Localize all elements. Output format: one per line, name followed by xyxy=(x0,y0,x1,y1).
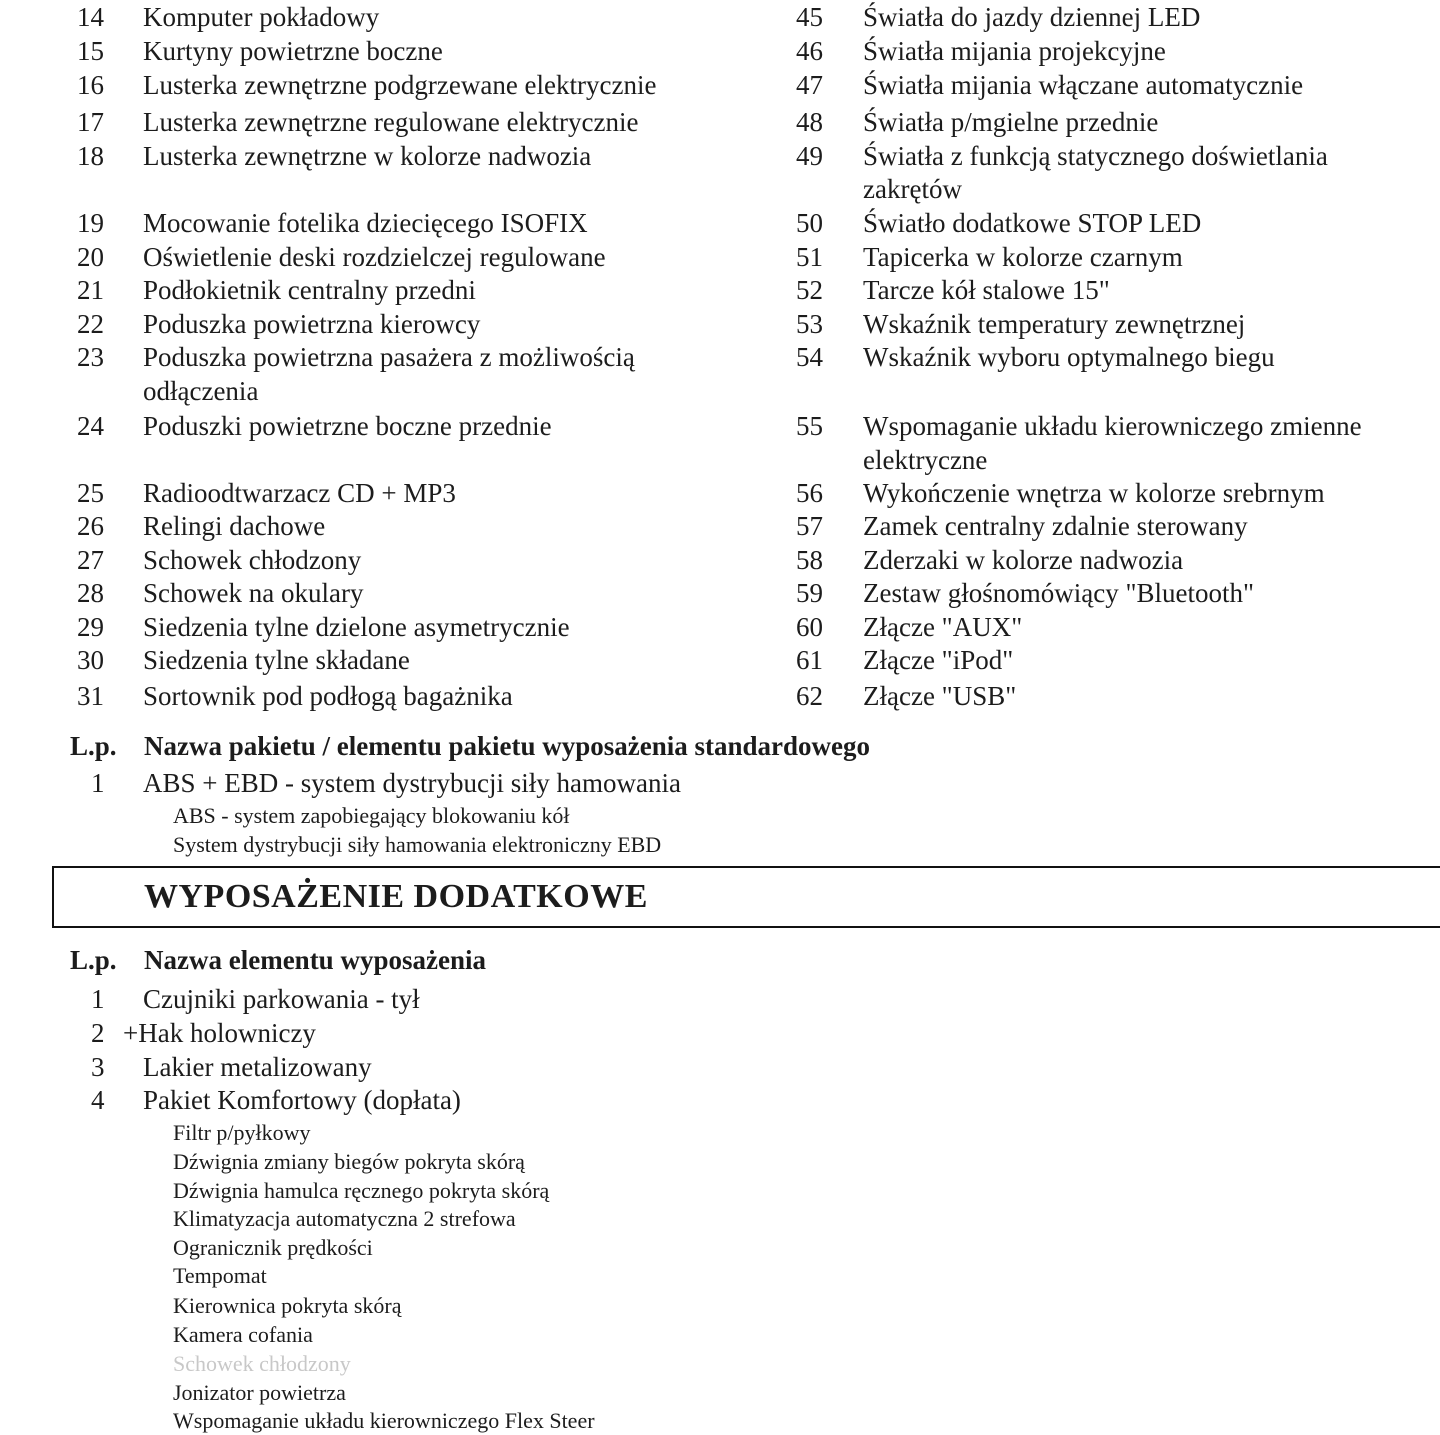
item-text-continuation: zakrętów xyxy=(863,174,962,204)
item-number: 3 xyxy=(91,1052,105,1082)
item-text: Światła mijania projekcyjne xyxy=(863,36,1166,66)
item-text: ABS + EBD - system dystrybucji siły hamowania xyxy=(143,768,681,798)
item-text: Złącze "AUX" xyxy=(863,612,1023,642)
item-text: Poduszki powietrzne boczne przednie xyxy=(143,411,552,441)
item-number: 1 xyxy=(91,984,105,1014)
item-text: Lusterka zewnętrzne w kolorze nadwozia xyxy=(143,141,592,171)
item-number: 48 xyxy=(796,107,823,137)
item-number: 28 xyxy=(77,578,104,608)
item-number: 59 xyxy=(796,578,823,608)
item-text: Tarcze kół stalowe 15" xyxy=(863,275,1110,305)
item-number: 55 xyxy=(796,411,823,441)
item-text: Światło dodatkowe STOP LED xyxy=(863,208,1202,238)
item-text: Schowek na okulary xyxy=(143,578,364,608)
item-text: Lusterka zewnętrzne regulowane elektrycznie xyxy=(143,107,639,137)
item-number: 2 xyxy=(91,1018,105,1048)
comfort-subitem: Dźwignia hamulca ręcznego pokryta skórą xyxy=(173,1178,550,1203)
item-text: Siedzenia tylne składane xyxy=(143,645,410,675)
comfort-subitem-faded: Schowek chłodzony xyxy=(173,1351,351,1376)
item-number: 45 xyxy=(796,2,823,32)
item-text: Wskaźnik wyboru optymalnego biegu xyxy=(863,342,1275,372)
item-number: 1 xyxy=(91,768,105,798)
item-text: Wskaźnik temperatury zewnętrznej xyxy=(863,309,1246,339)
item-number: 15 xyxy=(77,36,104,66)
item-number: 52 xyxy=(796,275,823,305)
comfort-subitem: Filtr p/pyłkowy xyxy=(173,1120,311,1145)
item-text: Komputer pokładowy xyxy=(143,2,380,32)
comfort-subitem: Dźwignia zmiany biegów pokryta skórą xyxy=(173,1149,525,1174)
element-name-header: Nazwa elementu wyposażenia xyxy=(144,945,486,975)
item-text: Poduszka powietrzna kierowcy xyxy=(143,309,481,339)
item-number: 47 xyxy=(796,70,823,100)
item-number: 23 xyxy=(77,342,104,372)
item-number: 22 xyxy=(77,309,104,339)
item-text: Światła mijania włączane automatycznie xyxy=(863,70,1304,100)
item-number: 18 xyxy=(77,141,104,171)
item-number: 54 xyxy=(796,342,823,372)
item-number: 27 xyxy=(77,545,104,575)
item-number: 51 xyxy=(796,242,823,272)
item-number: 4 xyxy=(91,1085,105,1115)
item-number: 16 xyxy=(77,70,104,100)
section-title: WYPOSAŻENIE DODATKOWE xyxy=(144,878,648,915)
package-subitem: System dystrybucji siły hamowania elektroniczny EBD xyxy=(173,832,662,857)
item-text: Lusterka zewnętrzne podgrzewane elektrycznie xyxy=(143,70,657,100)
item-text: +Hak holowniczy xyxy=(123,1018,316,1048)
item-number: 53 xyxy=(796,309,823,339)
lp-header: L.p. xyxy=(70,945,117,975)
item-text: Zderzaki w kolorze nadwozia xyxy=(863,545,1184,575)
item-text: Światła z funkcją statycznego doświetlania xyxy=(863,141,1328,171)
comfort-subitem: Kierownica pokryta skórą xyxy=(173,1293,402,1318)
comfort-subitem: Ogranicznik prędkości xyxy=(173,1235,373,1260)
item-text: Pakiet Komfortowy (dopłata) xyxy=(143,1085,461,1115)
item-text: Podłokietnik centralny przedni xyxy=(143,275,476,305)
item-number: 50 xyxy=(796,208,823,238)
item-text: Światła do jazdy dziennej LED xyxy=(863,2,1201,32)
lp-header: L.p. xyxy=(70,731,117,761)
item-text: Tapicerka w kolorze czarnym xyxy=(863,242,1183,272)
item-number: 25 xyxy=(77,478,104,508)
item-text: Schowek chłodzony xyxy=(143,545,362,575)
item-text: Zestaw głośnomówiący "Bluetooth" xyxy=(863,578,1254,608)
item-text: Zamek centralny zdalnie sterowany xyxy=(863,511,1248,541)
comfort-subitem: Klimatyzacja automatyczna 2 strefowa xyxy=(173,1206,516,1231)
item-text: Relingi dachowe xyxy=(143,511,326,541)
item-number: 14 xyxy=(77,2,104,32)
item-number: 30 xyxy=(77,645,104,675)
item-text: Czujniki parkowania - tył xyxy=(143,984,420,1014)
item-number: 20 xyxy=(77,242,104,272)
item-number: 21 xyxy=(77,275,104,305)
item-number: 29 xyxy=(77,612,104,642)
comfort-subitem: Kamera cofania xyxy=(173,1322,313,1347)
comfort-subitem: Jonizator powietrza xyxy=(173,1380,346,1405)
item-number: 31 xyxy=(77,681,104,711)
item-text: Lakier metalizowany xyxy=(143,1052,372,1082)
item-number: 24 xyxy=(77,411,104,441)
item-text: Wspomaganie układu kierowniczego zmienne xyxy=(863,411,1362,441)
item-number: 57 xyxy=(796,511,823,541)
package-name-header: Nazwa pakietu / elementu pakietu wyposażenia standardowego xyxy=(144,731,871,761)
item-number: 17 xyxy=(77,107,104,137)
item-number: 19 xyxy=(77,208,104,238)
comfort-subitem-cut-off: Wspomaganie układu kierowniczego Flex Steer xyxy=(173,1408,595,1433)
item-text: Złącze "USB" xyxy=(863,681,1017,711)
item-text: Poduszka powietrzna pasażera z możliwością xyxy=(143,342,635,372)
item-number: 56 xyxy=(796,478,823,508)
item-number: 61 xyxy=(796,645,823,675)
item-text: Światła p/mgielne przednie xyxy=(863,107,1159,137)
item-text: Wykończenie wnętrza w kolorze srebrnym xyxy=(863,478,1325,508)
item-text: Sortownik pod podłogą bagażnika xyxy=(143,681,513,711)
section-title-box xyxy=(52,866,1440,928)
item-number: 46 xyxy=(796,36,823,66)
item-number: 26 xyxy=(77,511,104,541)
item-text-continuation: odłączenia xyxy=(143,376,259,406)
item-text: Mocowanie fotelika dziecięcego ISOFIX xyxy=(143,208,588,238)
item-text: Kurtyny powietrzne boczne xyxy=(143,36,443,66)
item-number: 49 xyxy=(796,141,823,171)
item-text: Złącze "iPod" xyxy=(863,645,1014,675)
item-number: 60 xyxy=(796,612,823,642)
package-subitem: ABS - system zapobiegający blokowaniu kół xyxy=(173,803,570,828)
item-number: 58 xyxy=(796,545,823,575)
item-text: Radioodtwarzacz CD + MP3 xyxy=(143,478,456,508)
item-number: 62 xyxy=(796,681,823,711)
comfort-subitem: Tempomat xyxy=(173,1263,267,1288)
item-text: Siedzenia tylne dzielone asymetrycznie xyxy=(143,612,570,642)
item-text-continuation: elektryczne xyxy=(863,445,988,475)
item-text: Oświetlenie deski rozdzielczej regulowane xyxy=(143,242,606,272)
